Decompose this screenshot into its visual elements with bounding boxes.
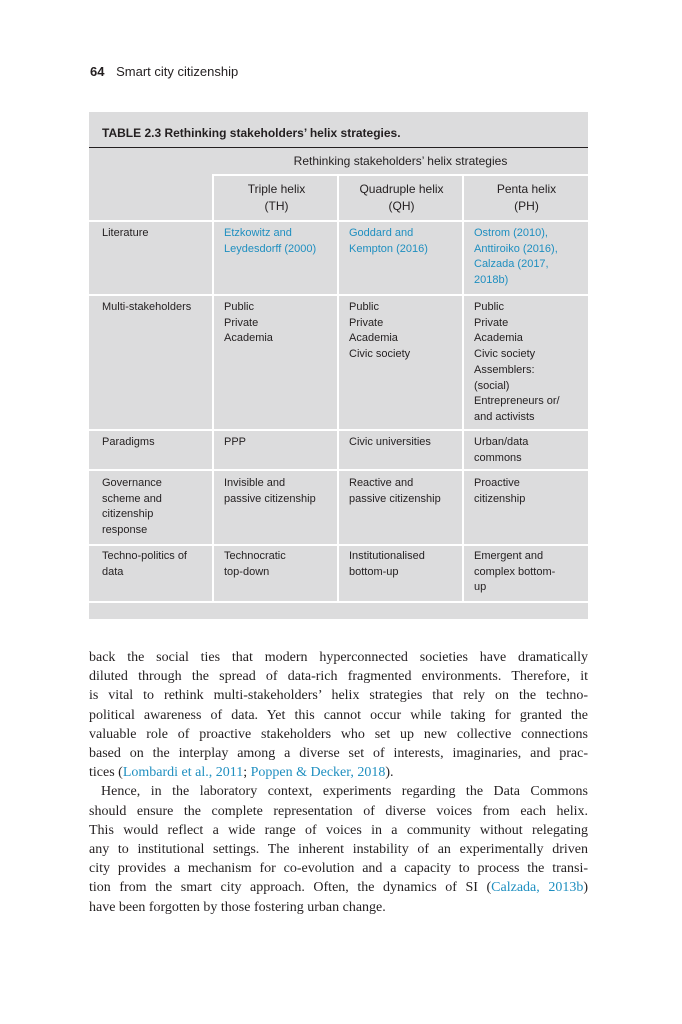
text-line: Hence, in the laboratory context, experiments regarding the Data Commons [101,784,588,800]
cell-qh-techno-politics [349,549,464,580]
text-line: political awareness of data. Yet this cannot occur while taking for granted the [89,707,588,723]
text-line: back the social ties that modern hyperconnected societies have dramatically [89,650,588,665]
text-line: This would reflect a wide range of voices in a community without relegating [89,822,588,838]
cell-line: Civic society [474,348,536,361]
cell-line: Private [224,316,259,329]
cell-qh-literature[interactable] [349,226,464,257]
row-label-literature [102,226,217,242]
column-header-line: (TH) [264,199,289,213]
cell-ph-techno-politics [474,549,589,596]
row-divider [89,220,588,222]
citation-link[interactable]: Calzada, 2013b [491,880,584,896]
cell-line: Paradigms [102,436,155,448]
cell-line: Public [349,301,379,313]
citation-link[interactable]: Ostrom (2010), [474,227,548,239]
row-divider [89,429,588,431]
text-segment: tices ( [89,765,123,781]
cell-line: commons [474,451,522,464]
cell-line: Literature [102,227,149,239]
cell-line: Institutionalised [349,550,425,562]
cell-ph-governance [474,476,589,507]
column-header-th [215,181,338,215]
citation-link[interactable]: Anttiroiko (2016), [474,242,558,255]
cell-line: scheme and [102,492,162,505]
text-segment: ) [583,880,588,896]
citation-link[interactable]: Leydesdorff (2000) [224,242,317,255]
cell-line: Entrepreneurs or/ [474,395,560,408]
cell-line: Technocratic [224,550,286,562]
cell-th-governance [224,476,339,507]
cell-line: citizenship [102,508,154,521]
cell-ph-literature[interactable] [474,226,589,289]
table-2-3 [89,112,588,619]
citation-link[interactable]: Goddard and [349,227,414,239]
cell-line: Public [474,301,504,313]
citation-link[interactable]: Etzkowitz and [224,227,292,239]
text-line: city provides a mechanism for co-evolution and a capacity to process the transi- [89,861,588,877]
cell-line: Public [224,301,254,313]
row-label-multi-stakeholders [102,300,217,316]
row-divider [89,294,588,296]
cell-qh-paradigms [349,435,464,451]
cell-line: Governance [102,477,162,489]
cell-line: citizenship [474,492,526,505]
column-header-line: Quadruple helix [359,182,444,196]
cell-line: Civic universities [349,436,431,448]
cell-line: Urban/data [474,436,529,448]
page-number: 64 [90,64,105,79]
cell-line: up [474,581,487,594]
running-head [90,63,238,81]
running-title: Smart city citizenship [116,64,239,79]
text-segment: tion from the smart city approach. Often, the dynamics of SI ( [89,880,492,896]
row-label-governance [102,476,217,539]
cell-line: data [102,565,124,578]
row-divider [89,544,588,546]
row-label-techno-politics [102,549,217,580]
cell-qh-multi-stakeholders [349,300,464,363]
cell-th-techno-politics [224,549,339,580]
cell-ph-paradigms [474,435,589,466]
cell-line: PPP [224,436,247,448]
text-segment: ; [243,765,251,781]
cell-line: complex bottom- [474,565,556,578]
row-divider [89,601,588,603]
text-segment: ). [385,765,394,781]
column-header-ph [465,181,588,215]
text-line: diluted through the spread of data-rich fragmented environments. Therefore, it [89,669,588,685]
citation-link[interactable]: Poppen & Decker, 2018 [250,765,386,781]
row-label-paradigms [102,435,217,451]
caption-label: TABLE 2.3 [102,126,162,140]
cell-qh-governance [349,476,464,507]
column-header-line: (PH) [514,199,539,213]
cell-line: Assemblers: [474,363,535,376]
cell-th-multi-stakeholders [224,300,339,347]
cell-line: Multi-stakeholders [102,301,192,313]
cell-th-paradigms [224,435,339,451]
body-text [89,648,588,917]
cell-th-literature[interactable] [224,226,339,257]
text-line: valuable role of proactive stakeholders who set up new collective connections [89,726,588,742]
text-line: based on the interplay among a diverse set of interests, imaginaries, and prac- [89,746,588,762]
group-header: Rethinking stakeholders’ helix strategies [293,154,508,168]
text-line: is vital to rethink multi-stakeholders’ helix strategies that rely on the techno- [89,688,588,704]
column-header-line: Penta helix [496,182,557,196]
cell-ph-multi-stakeholders [474,300,589,426]
row-divider [89,469,588,471]
cell-line: Proactive [474,477,520,489]
cell-line: Invisible and [224,477,286,489]
cell-line: Private [349,316,384,329]
column-header-qh [340,181,463,215]
text-line: should ensure the complete representation of diverse voices from each helix. [89,803,588,819]
cell-line: Academia [349,332,398,345]
table-caption [102,126,401,140]
text-line [89,763,588,782]
cell-line: response [102,524,148,537]
column-header-line: (QH) [388,199,415,213]
cell-line: Reactive and [349,477,414,489]
cell-line: top-down [224,565,270,578]
citation-link[interactable]: Lombardi et al., 2011 [122,765,244,781]
text-line: have been forgotten by those fostering urban change. [89,899,386,915]
citation-link[interactable]: Kempton (2016) [349,242,428,255]
caption-title: Rethinking stakeholders’ helix strategies. [164,126,401,140]
citation-link[interactable]: 2018b) [474,274,509,287]
cell-line: Academia [474,332,523,345]
column-header-line: Triple helix [247,182,306,196]
text-line [89,878,588,897]
cell-line: and activists [474,410,535,423]
cell-line: Techno-politics of [102,550,187,562]
cell-line: Private [474,316,509,329]
text-line: any to institutional settings. The inherent instability of an experimentally driven [89,842,588,858]
group-header-rule [213,174,588,176]
cell-line: Civic society [349,348,411,361]
cell-line: (social) [474,379,510,392]
cell-line: passive citizenship [349,492,441,505]
caption-rule [89,147,588,148]
cell-line: passive citizenship [224,492,316,505]
cell-line: Academia [224,332,273,345]
citation-link[interactable]: Calzada (2017, [474,258,549,271]
cell-line: Emergent and [474,550,544,562]
cell-line: bottom-up [349,565,399,578]
